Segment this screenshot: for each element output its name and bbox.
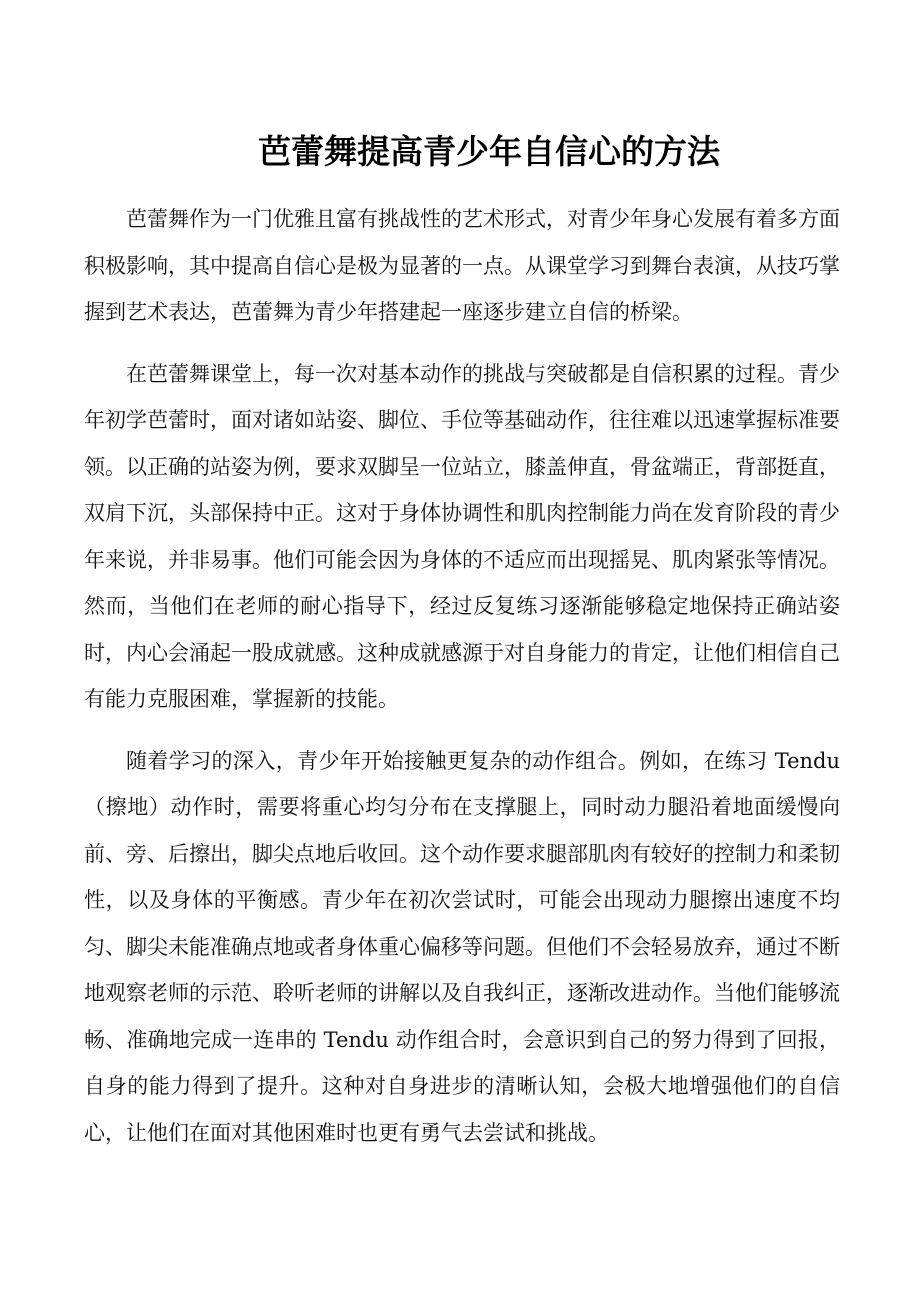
paragraph-1: 芭蕾舞作为一门优雅且富有挑战性的艺术形式，对青少年身心发展有着多方面积极影响，其中提高自信心是极为显著的一点。从课堂学习到舞台表演，从技巧掌握到艺术表达，芭蕾舞为青少年搭建起一座逐步建立自信的桥梁。 (84, 207, 840, 324)
paragraph-3: 随着学习的深入，青少年开始接触更复杂的动作组合。例如，在练习 Tendu（擦地）动作时，需要将重心均匀分布在支撑腿上，同时动力腿沿着地面缓慢向前、旁、后擦出，脚尖点地后收回。这个动作要求腿部肌肉有较好的控制力和柔韧性，以及身体的平衡感。青少年在初次尝试时，可能会出现动力腿擦出速度不均匀、脚尖未能准确点地或者身体重心偏移等问题。但他们不会轻易放弃，通过不断地观察老师的示范、聆听老师的讲解以及自我纠正，逐渐改进动作。当他们能够流畅、准确地完成一连串的 Tendu 动作组合时，会意识到自己的努力得到了回报，自身的能力得到了提升。这种对自身进步的清晰认知，会极大地增强他们的自信心，让他们在面对其他困难时也更有勇气去尝试和挑战。 (84, 748, 840, 1145)
document-body (84, 196, 840, 1171)
document-title: 芭蕾舞提高青少年自信心的方法 (258, 132, 720, 171)
paragraph-2: 在芭蕾舞课堂上，每一次对基本动作的挑战与突破都是自信积累的过程。青少年初学芭蕾时，面对诸如站姿、脚位、手位等基础动作，往往难以迅速掌握标准要领。以正确的站姿为例，要求双脚呈一位站立，膝盖伸直，骨盆端正，背部挺直，双肩下沉，头部保持中正。这对于身体协调性和肌肉控制能力尚在发育阶段的青少年来说，并非易事。他们可能会因为身体的不适应而出现摇晃、肌肉紧张等情况。然而，当他们在老师的耐心指导下，经过反复练习逐渐能够稳定地保持正确站姿时，内心会涌起一股成就感。这种成就感源于对自身能力的肯定，让他们相信自己有能力克服困难，掌握新的技能。 (84, 361, 840, 711)
